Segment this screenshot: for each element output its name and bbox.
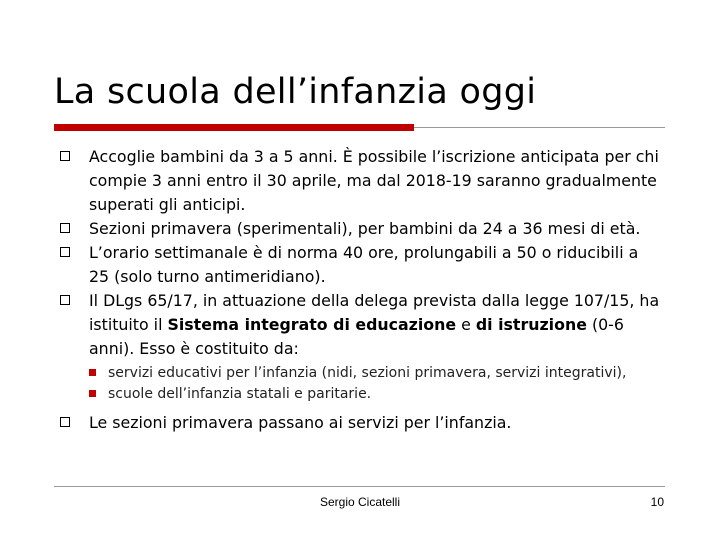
hollow-square-bullet-icon xyxy=(60,247,70,257)
filled-square-bullet-icon xyxy=(89,390,96,397)
hollow-square-bullet-icon xyxy=(60,295,70,305)
bullet-list xyxy=(60,145,660,435)
hollow-square-bullet-icon xyxy=(60,223,70,233)
bullet-item-dlgs xyxy=(60,289,660,361)
bullet-text-after: (0-6 anni). Esso è costituito da: xyxy=(89,315,624,358)
bullet-text: Accoglie bambini da 3 a 5 anni. È possibile l’iscrizione anticipata per chi compie 3 anni entro il 30 aprile, ma dal 2018-19 saranno gradualmente superati gli anticipi. xyxy=(89,147,659,214)
sub-bullet-text: scuole dell’infanzia statali e paritarie. xyxy=(108,386,372,402)
sub-bullet-item xyxy=(89,363,660,384)
bullet-bold-istruzione: di istruzione xyxy=(475,315,587,334)
slide-title: La scuola dell’infanzia oggi xyxy=(54,72,537,112)
page-number: 10 xyxy=(650,495,664,509)
sub-bullet-text: servizi educativi per l’infanzia (nidi, sezioni primavera, servizi integrativi), xyxy=(108,365,627,381)
sub-bullet-list xyxy=(60,363,660,405)
title-accent-bar xyxy=(54,124,414,131)
footer-author: Sergio Cicatelli xyxy=(319,495,401,509)
bullet-item-orario xyxy=(60,241,660,289)
filled-square-bullet-icon xyxy=(89,369,96,376)
hollow-square-bullet-icon xyxy=(60,151,70,161)
bullet-text: Sezioni primavera (sperimentali), per bambini da 24 a 36 mesi di età. xyxy=(89,219,641,238)
bullet-text: Le sezioni primavera passano ai servizi per l’infanzia. xyxy=(89,413,512,432)
bullet-text-mid: e xyxy=(456,315,476,334)
bullet-bold-sistema-integrato: Sistema integrato di educazione xyxy=(167,315,457,334)
bullet-item-primavera-servizi xyxy=(60,411,660,435)
sub-bullet-item xyxy=(89,384,660,405)
bullet-item-age-range xyxy=(60,145,660,217)
footer-divider-line xyxy=(54,486,665,487)
bullet-text: L’orario settimanale è di norma 40 ore, prolungabili a 50 o riducibili a 25 (solo turno antimeridiano). xyxy=(89,243,639,286)
hollow-square-bullet-icon xyxy=(60,417,70,427)
bullet-text-before: Il DLgs 65/17, in attuazione della delega prevista dalla legge 107/15, ha istituito il xyxy=(89,291,660,334)
bullet-item-sezioni-primavera xyxy=(60,217,660,241)
